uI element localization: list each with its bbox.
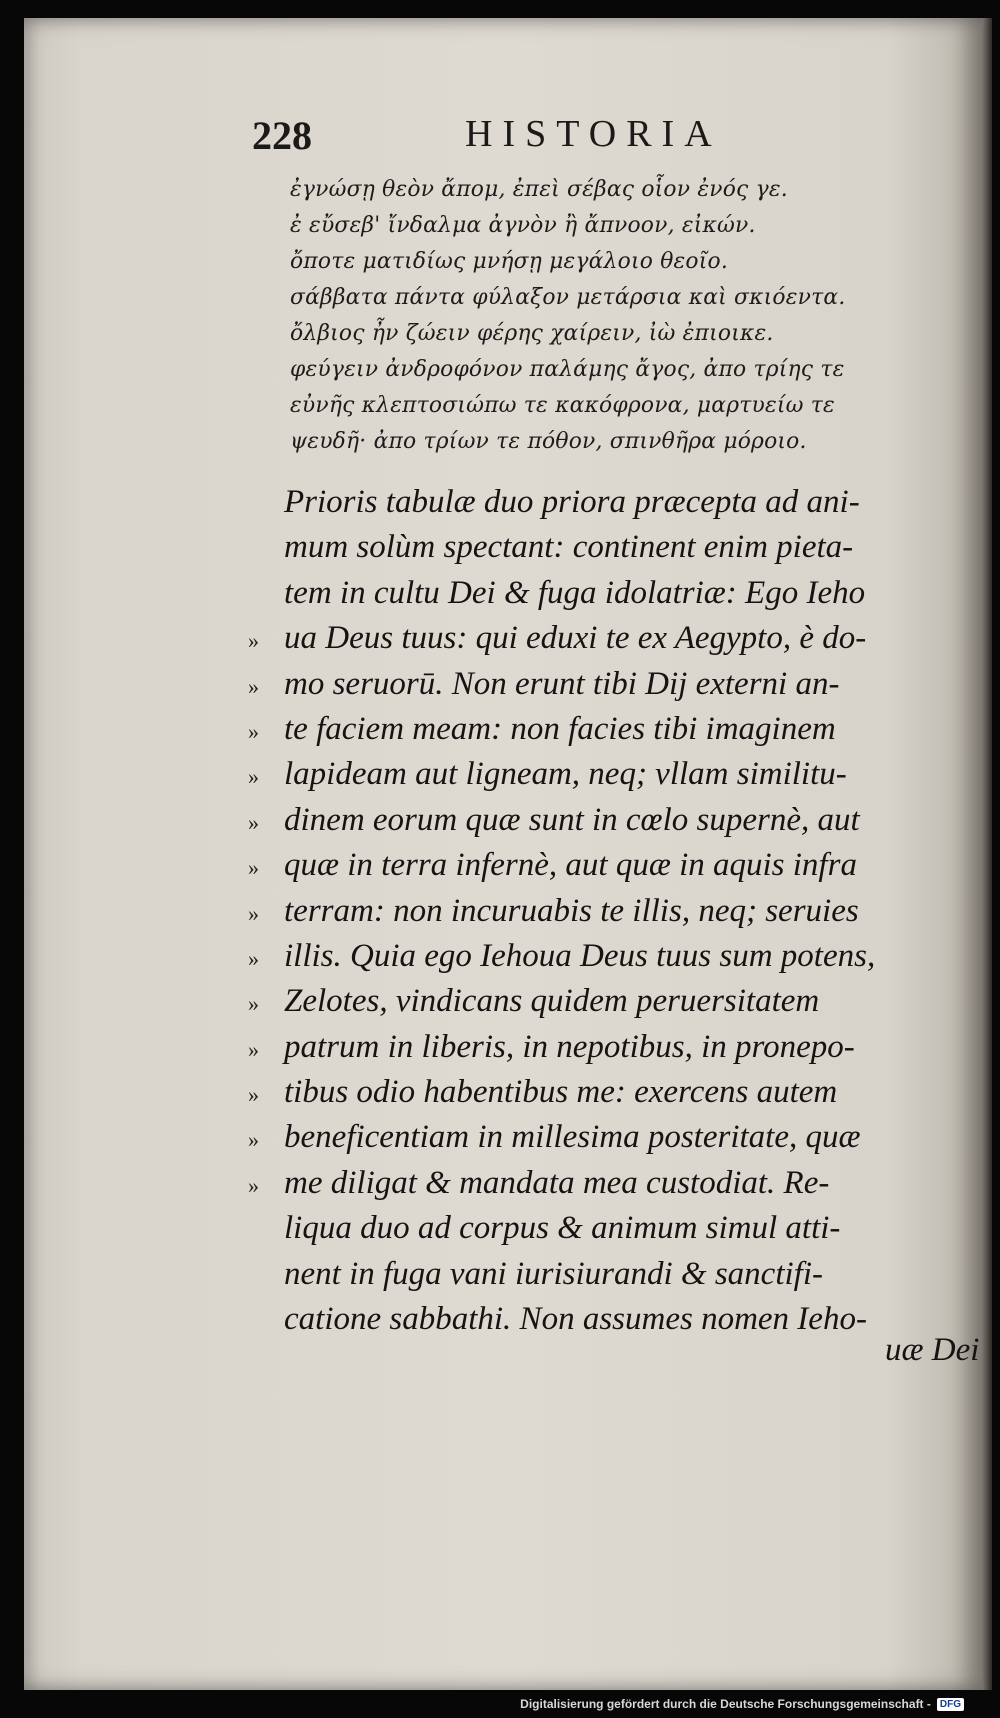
text-line xyxy=(240,1252,960,1297)
line-text: liqua duo ad corpus & animum simul atti- xyxy=(284,1210,841,1247)
page-header xyxy=(0,112,1000,162)
text-line xyxy=(240,979,960,1024)
greek-verse-line: ὄποτε ματιδίως μνήσῃ μεγάλοιο θεοῖο. xyxy=(290,249,729,274)
quotation-mark: » xyxy=(248,1127,259,1153)
quotation-mark: » xyxy=(248,900,259,926)
line-text: Zelotes, vindicans quidem peruersitatem xyxy=(284,983,820,1020)
line-text: tibus odio habentibus me: exercens autem xyxy=(284,1074,838,1111)
line-text: tem in cultu Dei & fuga idolatriæ: Ego Ieho xyxy=(284,574,866,611)
quotation-mark: » xyxy=(248,991,259,1017)
text-line xyxy=(240,480,960,525)
text-line xyxy=(240,1115,960,1160)
text-line xyxy=(240,934,960,979)
quotation-mark: » xyxy=(248,1082,259,1108)
line-text: mum solùm spectant: continent enim pieta- xyxy=(284,529,854,566)
text-line xyxy=(240,707,960,752)
running-head: HISTORIA xyxy=(465,113,722,155)
credit-text: Digitalisierung gefördert durch die Deutsche Forschungsgemeinschaft - xyxy=(520,1697,931,1711)
digitization-credit xyxy=(520,1694,964,1714)
quotation-mark: » xyxy=(248,945,259,971)
quotation-mark: » xyxy=(248,1172,259,1198)
line-text: quæ in terra infernè, aut quæ in aquis infra xyxy=(284,847,857,884)
greek-verses xyxy=(290,172,910,460)
line-text: patrum in liberis, in nepotibus, in pronepo- xyxy=(284,1028,855,1065)
page-edge xyxy=(982,18,992,1690)
text-line xyxy=(240,616,960,661)
text-line xyxy=(240,1025,960,1070)
line-text: catione sabbathi. Non assumes nomen Ieho- xyxy=(284,1301,867,1338)
text-line xyxy=(240,662,960,707)
text-line xyxy=(240,1206,960,1251)
page-number: 228 xyxy=(252,113,312,158)
latin-body-text xyxy=(240,480,960,1342)
line-text: me diligat & mandata mea custodiat. Re- xyxy=(284,1164,830,1201)
dfg-logo: DFG xyxy=(937,1698,964,1711)
quotation-mark: » xyxy=(248,1036,259,1062)
quotation-mark: » xyxy=(248,855,259,881)
line-text: nent in fuga vani iurisiurandi & sanctifi- xyxy=(284,1255,823,1292)
greek-verse-line: ἐγνώσῃ θεὸν ἄπομ, ἐπεὶ σέβας οἷον ἐνός γε. xyxy=(290,177,788,202)
greek-verse-line: ψευδῆ· ἀπο τρίων τε πόθον, σπινθῆρα μόροιο. xyxy=(290,429,807,454)
line-text: dinem eorum quæ sunt in cœlo supernè, aut xyxy=(284,801,860,838)
text-line xyxy=(240,571,960,616)
greek-verse-line: εὐνῆς κλεπτοσιώπω τε κακόφρονα, μαρτυείω τε xyxy=(290,393,835,418)
greek-verse-line: ὄλβιος ἦν ζώειν φέρης χαίρειν, ἰὼ ἐπιοικε. xyxy=(290,321,774,346)
text-line xyxy=(240,889,960,934)
line-text: lapideam aut ligneam, neq; vllam similitu- xyxy=(284,756,847,793)
text-line xyxy=(240,798,960,843)
greek-verse-line: σάββατα πάντα φύλαξον μετάρσια καὶ σκιόεντα. xyxy=(290,285,846,310)
quotation-mark: » xyxy=(248,718,259,744)
quotation-mark: » xyxy=(248,809,259,835)
line-text: beneficentiam in millesima posteritate, quæ xyxy=(284,1119,861,1156)
line-text: mo seruorū. Non erunt tibi Dij externi an- xyxy=(284,665,840,702)
line-text: Prioris tabulæ duo priora præcepta ad ani- xyxy=(284,484,860,520)
quotation-mark: » xyxy=(248,628,259,654)
line-text: ua Deus tuus: qui eduxi te ex Aegypto, è do- xyxy=(284,620,867,657)
line-text: illis. Quia ego Iehoua Deus tuus sum potens, xyxy=(284,937,876,974)
greek-verse-line: ἐ εὔσεβ' ἴνδαλμα ἀγνὸν ἢ ἄπνοον, εἰκών. xyxy=(290,213,756,238)
line-text: terram: non incuruabis te illis, neq; seruies xyxy=(284,892,859,929)
greek-verse-line: φεύγειν ἀνδροφόνον παλάμης ἄγος, ἀπο τρίης τε xyxy=(290,357,845,382)
text-line xyxy=(240,525,960,570)
quotation-mark: » xyxy=(248,673,259,699)
line-text: te faciem meam: non facies tibi imaginem xyxy=(284,710,836,747)
catchword: uæ Dei xyxy=(885,1332,980,1368)
quotation-mark: » xyxy=(248,764,259,790)
text-line xyxy=(240,1161,960,1206)
text-line xyxy=(240,752,960,797)
text-line xyxy=(240,843,960,888)
text-line xyxy=(240,1070,960,1115)
text-line xyxy=(240,1297,960,1342)
